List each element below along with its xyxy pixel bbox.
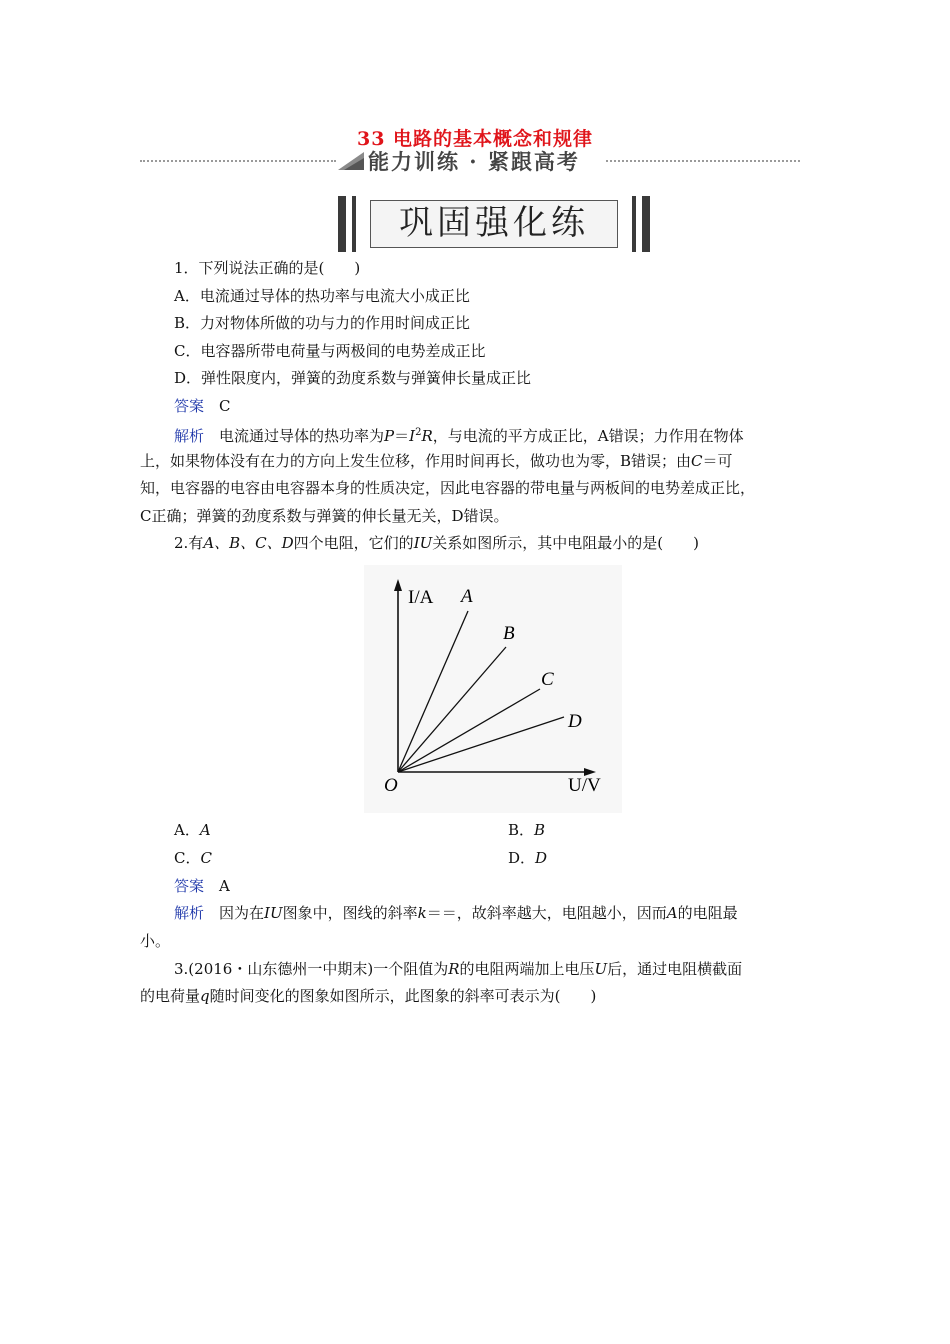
answer-value: C: [219, 397, 231, 415]
section-heading-box: [338, 196, 650, 252]
q1-analysis-line2: 上，如果物体没有在力的方向上发生位移，作用时间再长，做功也为零，B错误；由C＝可: [140, 452, 733, 470]
answer-label: 答案: [174, 397, 205, 415]
analysis-label: 解析: [174, 904, 205, 922]
analysis-label: 解析: [174, 427, 205, 445]
q1-option-b: B．力对物体所做的功与力的作用时间成正比: [174, 314, 471, 332]
q2-stem: 2.有A、B、C、D四个电阻，它们的IU关系如图所示，其中电阻最小的是( ): [174, 534, 699, 552]
x-axis-label: U/V: [568, 775, 601, 796]
q1-answer: [174, 396, 231, 416]
q3-stem-line1: 3.(2016・山东德州一中期末)一个阻值为R的电阻两端加上电压U后，通过电阻横截面: [174, 960, 743, 978]
answer-value: A: [219, 877, 230, 895]
q2-analysis-line1: 解析 因为在IU图象中，图线的斜率k＝＝，故斜率越大，电阻越小，因而A的电阻最: [174, 904, 738, 922]
q2-option-c: C．C: [174, 849, 212, 867]
line-a-label: A: [461, 586, 473, 607]
banner-heading: 能力训练 · 紧跟高考: [368, 149, 580, 174]
line-b-label: B: [503, 623, 515, 644]
stairs-icon: [338, 150, 368, 172]
banner-divider-right: [606, 160, 800, 162]
q2-answer: [174, 876, 230, 896]
q1-stem: 1．下列说法正确的是( ): [174, 259, 361, 277]
q2-option-a: A．A: [174, 821, 211, 839]
q1-analysis-line3: 知，电容器的电容由电容器本身的性质决定，因此电容器的带电量与两板间的电势差成正比，: [140, 479, 756, 497]
q2-analysis-line2: 小。: [140, 932, 171, 950]
q1-analysis-line4: C正确；弹簧的劲度系数与弹簧的伸长量无关，D错误。: [140, 507, 509, 525]
section-heading: 巩固强化练: [370, 200, 618, 248]
line-d-label: D: [568, 711, 582, 732]
answer-label: 答案: [174, 877, 205, 895]
line-c-label: C: [541, 669, 554, 690]
page-title: 33 电路的基本概念和规律: [356, 128, 594, 150]
iu-graph: [364, 565, 622, 813]
banner-divider-left: [140, 160, 336, 162]
q2-option-d: D．D: [508, 849, 548, 867]
origin-label: O: [384, 775, 398, 796]
q2-option-b: B．B: [508, 821, 546, 839]
q1-option-a: A．电流通过导体的热功率与电流大小成正比: [174, 287, 470, 305]
q1-option-d: D．弹性限度内，弹簧的劲度系数与弹簧伸长量成正比: [174, 369, 532, 387]
q3-stem-line2: 的电荷量q随时间变化的图象如图所示，此图象的斜率可表示为( ): [140, 987, 597, 1005]
q1-option-c: C．电容器所带电荷量与两极间的电势差成正比: [174, 342, 486, 360]
y-axis-label: I/A: [408, 587, 434, 608]
q1-analysis-line1: 解析 电流通过导体的热功率为$P=I^2R$，与电流的平方成正比，A错误；力作用在物体: [174, 427, 744, 445]
